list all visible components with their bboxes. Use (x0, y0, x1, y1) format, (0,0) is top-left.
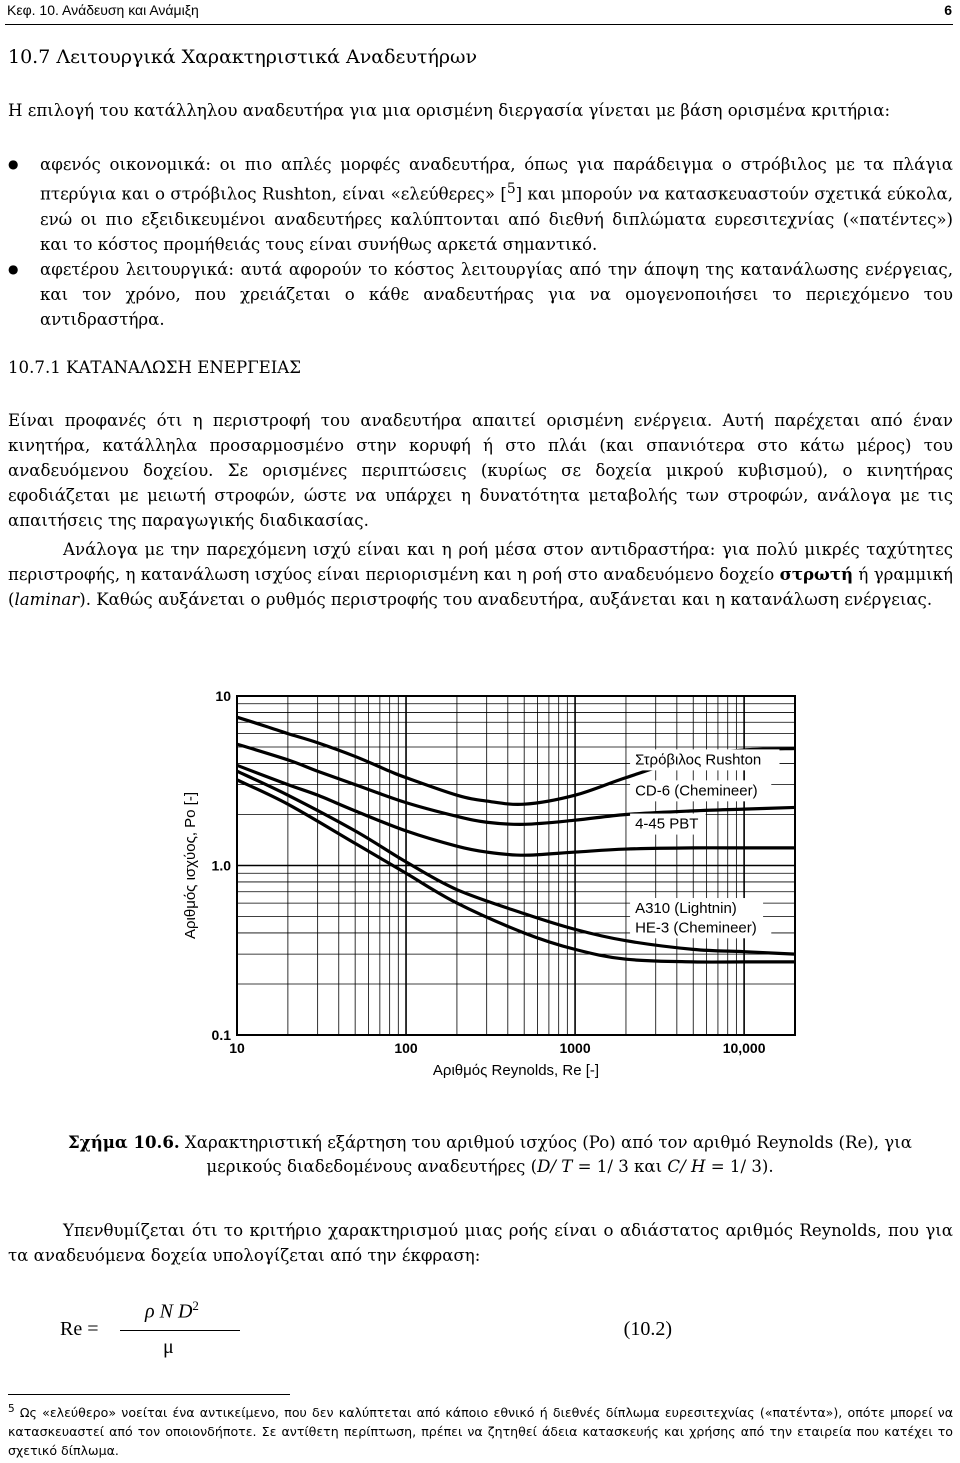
criteria-list (8, 152, 953, 332)
page-header (7, 2, 952, 18)
equation-denominator: μ (163, 1336, 174, 1358)
fraction-bar (120, 1330, 240, 1331)
footnote-rule (8, 1394, 290, 1395)
page-number: 6 (944, 2, 952, 18)
caption-text: = 1/ 3 και (572, 1157, 668, 1176)
energy-paragraph: Είναι προφανές ότι η περιστροφή του αναδευτήρα απαιτεί ορισμένη ενέργεια. Αυτή παρέχεται από έναν κινητήρα, κατάλληλα προσαρμοσμένο στην κορυφή ή στο πλάι (και σπανιότερα στο κάτω μέρος) του αναδευόμενου δοχείου. Σε ορισμένες περιπτώσεις (κυρίως σε δοχεία μικρού κυβισμού), ο κινητήρας εφοδιάζεται με μειωτή στροφών, ώστε να υπάρχει η δυνατότητα μεταβολής των στροφών, ανάλογα με τις απαιτήσεις της παραγωγικής διαδικασίας. (8, 411, 953, 530)
bold-term: στρωτή (779, 564, 854, 584)
equation (60, 1296, 950, 1366)
axis-ticks (212, 688, 766, 1056)
y-tick-label: 0.1 (211, 1027, 231, 1043)
series-labels (630, 749, 779, 938)
text-run: Ανάλογα με την παρεχόμενη ισχύ είναι και η ροή μέσα στον αντιδραστήρα: για πολύ μικρές ταχύτητες περιστροφής, η κατανάλωση ισχύος είναι περιορισμένη και η ροή στο αναδευόμενο δοχείο (8, 540, 953, 584)
x-tick-label: 1000 (559, 1040, 591, 1056)
caption-text: = 1/ 3). (705, 1157, 774, 1176)
series-label: HE-3 (Chemineer) (635, 919, 757, 937)
y-axis-label: Αριθμός ισχύος, Po [-] (182, 791, 199, 940)
bullet-text: αφενός οικονομικά: οι πιο απλές μορφές αναδευτήρα, όπως για παράδειγμα ο στρόβιλος με τα πλάγια πτερύγια και ο στρόβιλος Rushton, είναι «ελεύθερες» [ (40, 155, 953, 204)
series-label: CD-6 (Chemineer) (635, 782, 758, 800)
figure-label: Σχήμα 10.6. (68, 1132, 180, 1152)
header-rule (5, 24, 953, 25)
bullet-text: αφετέρου λειτουργικά: αυτά αφορούν το κόστος λειτουργίας από την άποψη της κατανάλωσης ενέργειας, και τον χρόνο, που χρειάζεται ο κάθε αναδευτήρας για να ομογενοποιήσει το περιεχόμενο του αντιδραστήρα. (40, 259, 953, 329)
figure-caption (40, 1130, 940, 1179)
bullet-text: ] και μπορούν να κατασκευαστούν σχετικά εύκολα, ενώ οι πιο εξειδικευμένοι αναδευτήρες καλύπτονται από διεθνή διπλώματα ευρεσιτεχνίας («πατέντες») και το κόστος προμήθειάς τους είναι συνήθως αρκετά σημαντικό. (40, 184, 953, 254)
series-label: Στρόβιλος Rushton (635, 751, 762, 769)
y-tick-label: 10 (215, 688, 231, 704)
footnote-reference: 5 (506, 181, 516, 197)
italic-term: laminar (14, 590, 80, 609)
text-run: ή γραμμική ( (8, 565, 953, 609)
chapter-title: Κεφ. 10. Ανάδευση και Ανάμιξη (7, 2, 199, 18)
equation-lhs: Re = (60, 1318, 99, 1340)
numerator-text: ρ N D (145, 1300, 193, 1323)
exponent: 2 (192, 1298, 199, 1313)
x-tick-label: 10 (229, 1040, 245, 1056)
y-tick-label: 1.0 (211, 857, 231, 874)
footnote-mark: 5 (8, 1403, 15, 1415)
equation-number: (10.2) (623, 1318, 672, 1340)
section-title: 10.7 Λειτουργικά Χαρακτηριστικά Αναδευτήρων (8, 46, 478, 68)
chart-grid (237, 696, 795, 1035)
intro-paragraph: Η επιλογή του κατάλληλου αναδευτήρα για μια ορισμένη διεργασία γίνεται με βάση ορισμένα κριτήρια: (8, 101, 891, 120)
reynolds-paragraph: Υπενθυμίζεται ότι το κριτήριο χαρακτηρισμού μιας ροής είναι ο αδιάστατος αριθμός Reynolds, που για τα αναδευόμενα δοχεία υπολογίζεται από την έκφραση: (8, 1221, 953, 1265)
flow-paragraph (8, 537, 953, 612)
caption-text: Χαρακτηριστική εξάρτηση του αριθμού ισχύος (Po) από τον αριθμό Reynolds (Re), για μερικούς διαδεδομένους αναδευτήρες ( (179, 1133, 912, 1176)
series-label: A310 (Lightnin) (635, 900, 737, 918)
equation-numerator (145, 1298, 199, 1324)
x-tick-label: 100 (394, 1040, 418, 1056)
caption-ratio: D/ T (537, 1157, 573, 1176)
list-item (8, 257, 953, 332)
subsection-title: 10.7.1 ΚΑΤΑΝΑΛΩΣΗ ΕΝΕΡΓΕΙΑΣ (8, 358, 302, 377)
list-item (8, 152, 953, 257)
caption-ratio: C/ H (667, 1157, 706, 1176)
footnote-text: Ως «ελεύθερο» νοείται ένα αντικείμενο, που δεν καλύπτεται από κάποιο εθνικό ή διεθνές δίπλωμα ευρεσιτεχνίας («πατέντα»), οπότε μπορεί να κατασκευαστεί από τον οποιονδήποτε. Σε αντίθετη περίπτωση, πρέπει να ζητηθεί άδεια κατασκευής και χρήσης από την εταιρεία που κατέχει το σχετικό δίπλωμα. (8, 1405, 953, 1459)
x-tick-label: 10,000 (722, 1040, 766, 1056)
footnote (8, 1400, 953, 1460)
x-axis-label: Αριθμός Reynolds, Re [-] (432, 1062, 600, 1079)
text-run: ). Καθώς αυξάνεται ο ρυθμός περιστροφής του αναδευτήρα, αυξάνεται και η κατανάλωση ενέργειας. (79, 590, 933, 609)
series-label: 4-45 PBT (635, 815, 699, 833)
power-number-chart (0, 680, 960, 1130)
